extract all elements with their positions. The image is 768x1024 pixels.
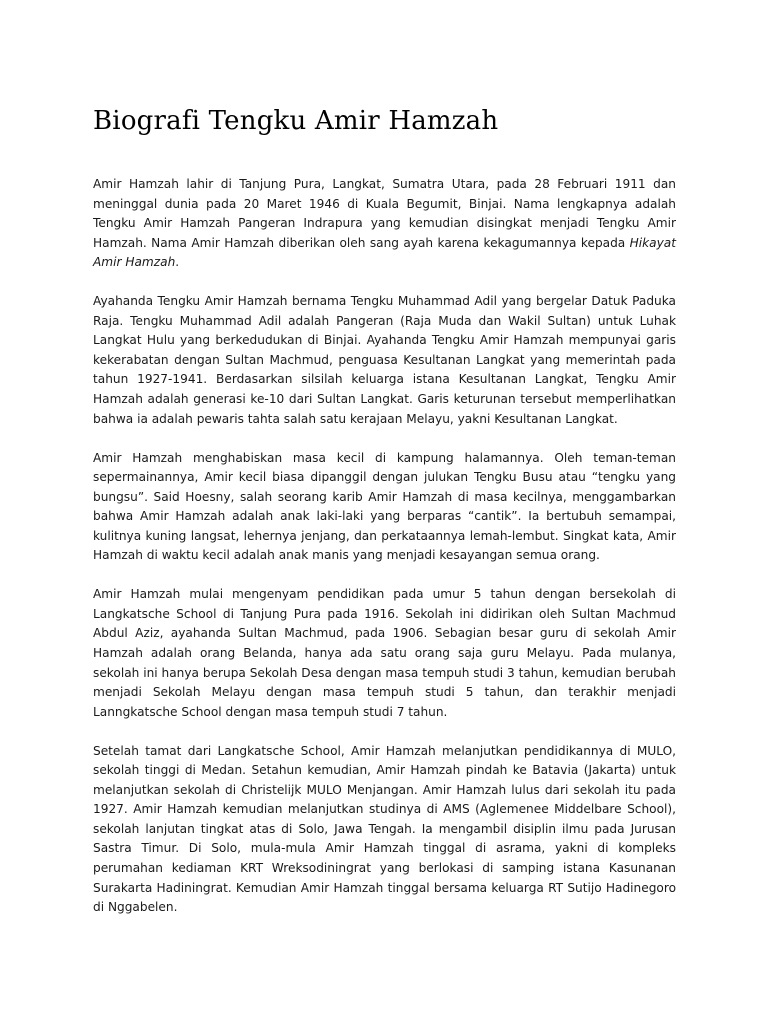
document-page (93, 104, 676, 937)
paragraph-4: Amir Hamzah mulai mengenyam pendidikan pada umur 5 tahun dengan bersekolah di Langkatsche School di Tanjung Pura pada 1916. Sekolah ini didirikan oleh Sultan Machmud Abdul Aziz, ayahanda Sultan Machmud, pada 1906. Sebagian besar guru di sekolah Amir Hamzah adalah orang Belanda, hanya ada satu orang saja guru Melayu. Pada mulanya, sekolah ini hanya berupa Sekolah Desa dengan masa tempuh studi 3 tahun, kemudian berubah menjadi Sekolah Melayu dengan masa tempuh studi 5 tahun, dan terakhir menjadi Lanngkatsche School dengan masa tempuh studi 7 tahun. (93, 587, 676, 719)
book-title-italic: Hikayat Amir Hamzah (93, 235, 676, 270)
paragraph-5: Setelah tamat dari Langkatsche School, Amir Hamzah melanjutkan pendidikannya di MULO, sekolah tinggi di Medan. Setahun kemudian, Amir Hamzah pindah ke Batavia (Jakarta) untuk melanjutkan sekolah di Christelijk MULO Menjangan. Amir Hamzah lulus dari sekolah itu pada 1927. Amir Hamzah kemudian melanjutkan studinya di AMS (Aglemenee Middelbare School), sekolah lanjutan tingkat atas di Solo, Jawa Tengah. Ia mengambil disiplin ilmu pada Jurusan Sastra Timur. Di Solo, mula-mula Amir Hamzah tinggal di asrama, yakni di kompleks perumahan kediaman KRT Wreksodiningrat yang berlokasi di samping istana Kasunanan Surakarta Hadiningrat. Kemudian Amir Hamzah tinggal bersama keluarga RT Sutijo Hadinegoro di Nggabelen. (93, 743, 676, 915)
paragraph-1-text: Amir Hamzah lahir di Tanjung Pura, Langkat, Sumatra Utara, pada 28 Februari 1911 dan meninggal dunia pada 20 Maret 1946 di Kuala Begumit, Binjai. Nama lengkapnya adalah Tengku Amir Hamzah Pangeran Indrapura yang kemudian disingkat menjadi Tengku Amir Hamzah. Nama Amir Hamzah diberikan oleh sang ayah karena kekagumannya kepada (93, 177, 676, 250)
page-title: Biografi Tengku Amir Hamzah (93, 106, 499, 136)
paragraph-1-end: . (175, 255, 180, 270)
paragraph-2: Ayahanda Tengku Amir Hamzah bernama Tengku Muhammad Adil yang bergelar Datuk Paduka Raja. Tengku Muhammad Adil adalah Pangeran (Raja Muda dan Wakil Sultan) untuk Luhak Langkat Hulu yang berkedudukan di Binjai. Ayahanda Tengku Amir Hamzah mempunyai garis kekerabatan dengan Sultan Machmud, penguasa Kesultanan Langkat yang memerintah pada tahun 1927-1941. Berdasarkan silsilah keluarga istana Kesultanan Langkat, Tengku Amir Hamzah adalah generasi ke-10 dari Sultan Langkat. Garis keturunan tersebut memperlihatkan bahwa ia adalah pewaris tahta salah satu kerajaan Melayu, yakni Kesultanan Langkat. (93, 294, 676, 426)
paragraph-1 (93, 175, 676, 273)
paragraph-3: Amir Hamzah menghabiskan masa kecil di kampung halamannya. Oleh teman-teman sepermainannya, Amir kecil biasa dipanggil dengan julukan Tengku Busu atau “tengku yang bungsu”. Said Hoesny, salah seorang karib Amir Hamzah di masa kecilnya, menggambarkan bahwa Amir Hamzah adalah anak laki-laki yang berparas “cantik”. Ia bertubuh semampai, kulitnya kuning langsat, lehernya jenjang, dan perkataannya lemah-lembut. Singkat kata, Amir Hamzah di waktu kecil adalah anak manis yang menjadi kesayangan semua orang. (93, 450, 676, 563)
